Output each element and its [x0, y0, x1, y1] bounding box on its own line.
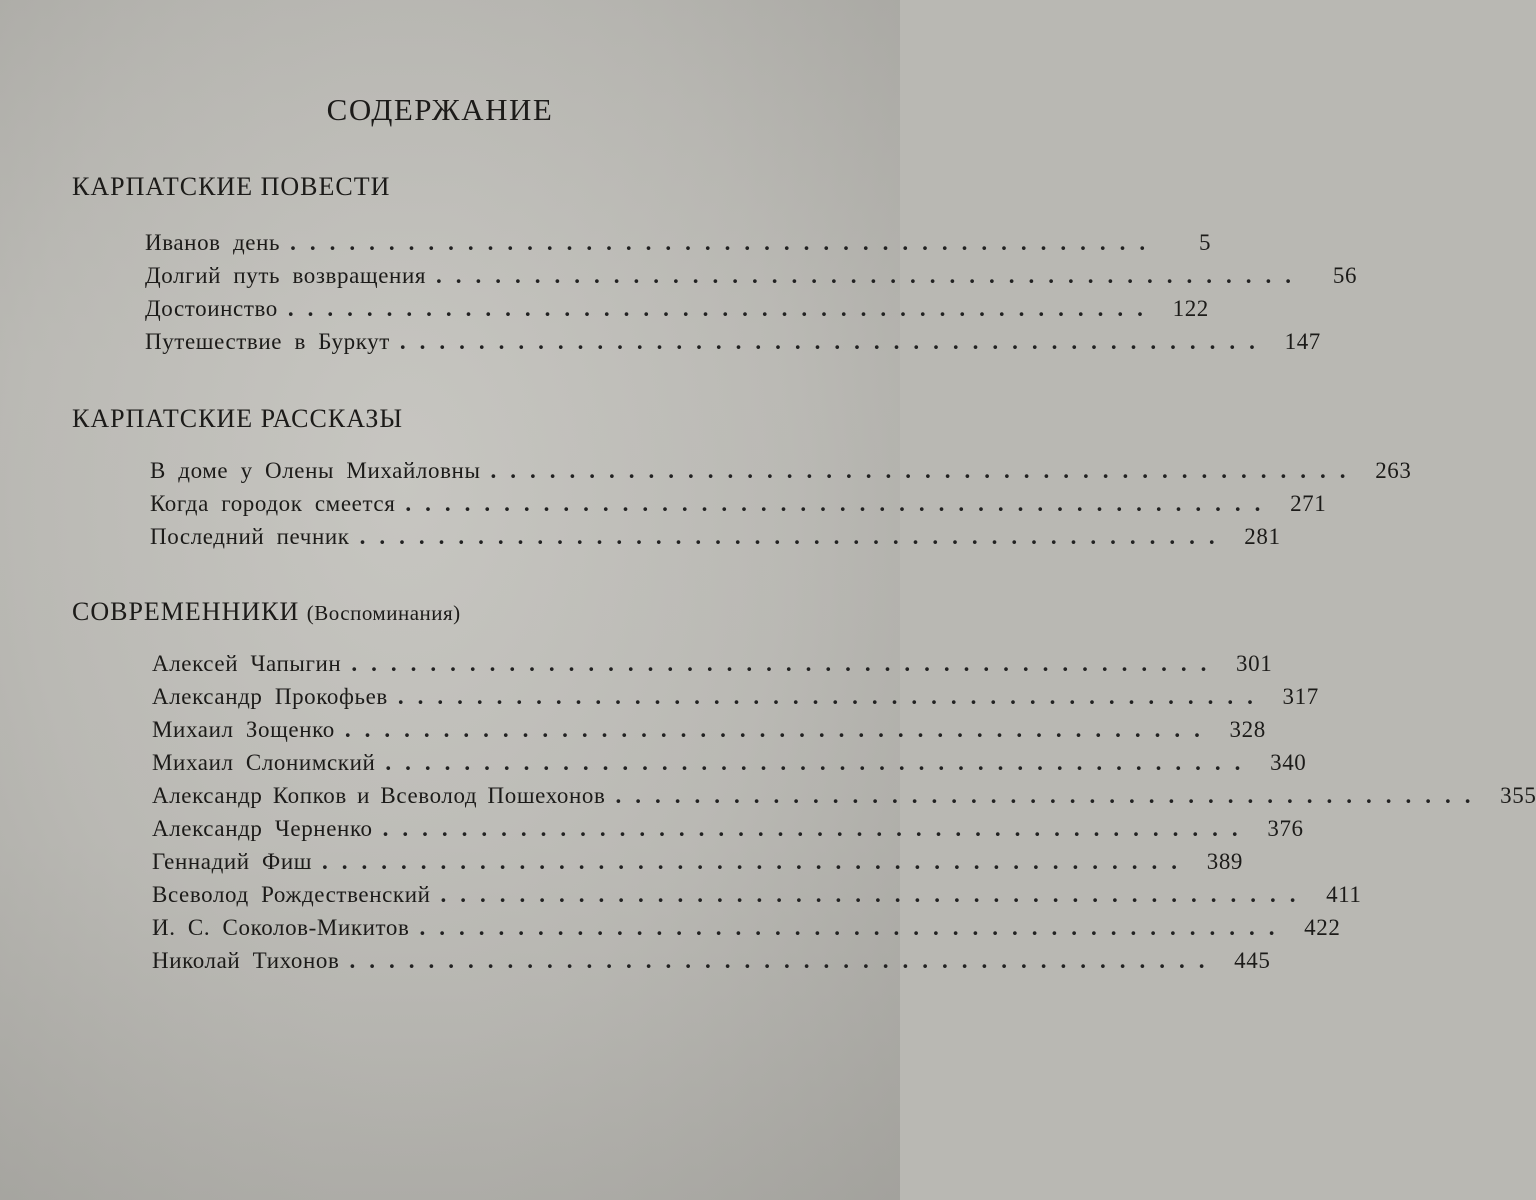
- toc-entry-page: 263: [1375, 458, 1412, 483]
- toc-entry-page: 355: [1500, 783, 1536, 808]
- toc-entry-title: Геннадий Фиш: [152, 849, 313, 874]
- dot-leader: ............................................: [490, 458, 1360, 483]
- toc-entry-title: Иванов день: [145, 230, 281, 255]
- dot-leader: ............................................: [385, 750, 1255, 775]
- toc-entry[interactable]: [152, 783, 1536, 817]
- toc-entry[interactable]: [150, 458, 1412, 492]
- toc-entry-page: 56: [1332, 263, 1358, 288]
- toc-entry[interactable]: [152, 849, 1244, 883]
- section-subheading: (Воспоминания): [306, 601, 461, 625]
- dot-leader: ............................................: [436, 263, 1306, 288]
- toc-entry-title: Достоинство: [145, 296, 278, 321]
- toc-entry-title: Александр Копков и Всеволод Пошехонов: [152, 783, 606, 808]
- toc-entry-page: 328: [1229, 717, 1266, 742]
- toc-entry-title: Алексей Чапыгин: [152, 651, 342, 676]
- toc-entry-page: 147: [1284, 329, 1321, 354]
- toc-entry-title: Михаил Слонимский: [152, 750, 376, 775]
- toc-entry-title: Александр Прокофьев: [152, 684, 388, 709]
- section-heading-text: КАРПАТСКИЕ ПОВЕСТИ: [72, 172, 391, 201]
- section-heading-carpathian-novellas: [72, 172, 390, 202]
- toc-entry[interactable]: [150, 491, 1327, 525]
- toc-entry[interactable]: [150, 524, 1281, 558]
- section-heading-carpathian-stories: [72, 404, 403, 434]
- page-title: СОДЕРЖАНИЕ: [326, 92, 554, 127]
- toc-entry[interactable]: [145, 296, 1209, 330]
- dot-leader: ............................................: [382, 816, 1252, 841]
- toc-entry[interactable]: [145, 230, 1212, 264]
- dot-leader: ............................................: [419, 915, 1289, 940]
- toc-entry[interactable]: [152, 651, 1273, 685]
- dot-leader: ............................................: [287, 296, 1157, 321]
- toc-entry-title: Всеволод Рождественский: [152, 882, 431, 907]
- toc-entry[interactable]: [145, 263, 1358, 297]
- toc-entry[interactable]: [152, 948, 1271, 982]
- toc-entry-page: 411: [1326, 882, 1362, 907]
- toc-entry-title: Николай Тихонов: [152, 948, 340, 973]
- toc-entry-title: В доме у Олены Михайловны: [150, 458, 481, 483]
- toc-entry-page: 301: [1236, 651, 1273, 676]
- dot-leader: ............................................: [349, 948, 1219, 973]
- toc-entry[interactable]: [152, 684, 1319, 718]
- toc-entry-title: Путешествие в Буркут: [145, 329, 390, 354]
- toc-entry[interactable]: [152, 750, 1307, 784]
- toc-entry-page: 271: [1290, 491, 1327, 516]
- toc-entry-page: 376: [1267, 816, 1304, 841]
- toc-entry-title: Михаил Зощенко: [152, 717, 335, 742]
- toc-entry-title: Долгий путь возвращения: [145, 263, 427, 288]
- dot-leader: ............................................: [397, 684, 1267, 709]
- toc-entry-page: 422: [1304, 915, 1341, 940]
- toc-entry-title: Последний печник: [150, 524, 350, 549]
- dot-leader: ............................................: [359, 524, 1229, 549]
- dot-leader: ............................................: [399, 329, 1269, 354]
- dot-leader: ............................................: [344, 717, 1214, 742]
- dot-leader: ............................................: [322, 849, 1192, 874]
- section-heading-text: КАРПАТСКИЕ РАССКАЗЫ: [72, 404, 404, 433]
- toc-entry[interactable]: [152, 717, 1266, 751]
- toc-entry-title: Александр Черненко: [152, 816, 373, 841]
- toc-entry[interactable]: [152, 915, 1341, 949]
- dot-leader: ............................................: [405, 491, 1275, 516]
- dot-leader: ............................................: [615, 783, 1485, 808]
- toc-entry[interactable]: [152, 816, 1304, 850]
- toc-entry-title: И. С. Соколов-Микитов: [152, 915, 410, 940]
- section-heading-text: СОВРЕМЕННИКИ: [72, 597, 300, 626]
- dot-leader: ............................................: [351, 651, 1221, 676]
- toc-entry-page: 281: [1244, 524, 1281, 549]
- toc-entry-page: 389: [1206, 849, 1244, 874]
- dot-leader: ............................................: [290, 230, 1160, 255]
- toc-entry[interactable]: [145, 329, 1321, 363]
- toc-entry-page: 340: [1270, 750, 1307, 775]
- toc-entry-title: Когда городок смеется: [150, 491, 396, 516]
- toc-entry-page: 445: [1234, 948, 1271, 973]
- dot-leader: ............................................: [440, 882, 1310, 907]
- toc-entry[interactable]: [152, 882, 1362, 916]
- toc-entry-page: 122: [1172, 296, 1209, 321]
- section-heading-contemporaries: [72, 597, 461, 627]
- toc-entry-page: 5: [1199, 230, 1212, 255]
- toc-entry-page: 317: [1282, 684, 1319, 709]
